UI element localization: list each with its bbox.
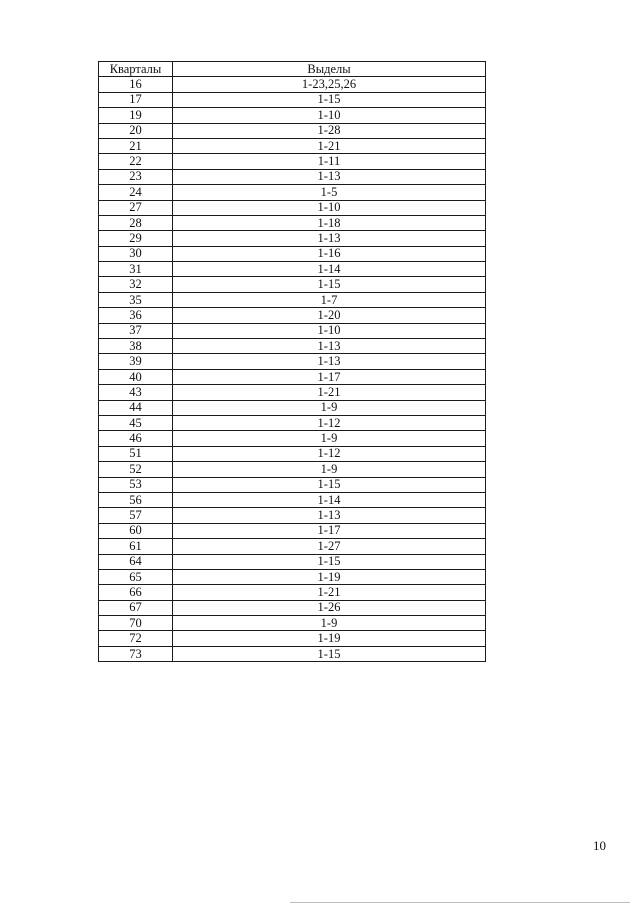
table-row [99,369,486,384]
plots-cell: 1-13 [173,339,486,354]
quarter-cell: 70 [99,616,173,631]
table-row [99,385,486,400]
quarter-cell: 24 [99,185,173,200]
quarter-cell: 22 [99,154,173,169]
plots-cell: 1-21 [173,138,486,153]
table-row [99,508,486,523]
plots-cell: 1-10 [173,108,486,123]
plots-cell: 1-12 [173,446,486,461]
table-row [99,616,486,631]
quarter-cell: 72 [99,631,173,646]
plots-cell: 1-9 [173,616,486,631]
plots-cell: 1-19 [173,569,486,584]
quarter-cell: 37 [99,323,173,338]
quarter-cell: 16 [99,77,173,92]
table-header-row [99,62,486,77]
plots-cell: 1-17 [173,523,486,538]
table-row [99,446,486,461]
table-row [99,77,486,92]
quarter-cell: 44 [99,400,173,415]
page-number: 10 [593,838,606,853]
quarter-cell: 23 [99,169,173,184]
quarter-cell: 38 [99,339,173,354]
plots-cell: 1-18 [173,215,486,230]
table-row [99,169,486,184]
table-row [99,92,486,107]
quarter-cell: 64 [99,554,173,569]
table-row [99,539,486,554]
table-row [99,523,486,538]
table-row [99,292,486,307]
quarter-cell: 61 [99,539,173,554]
table-row [99,554,486,569]
table-row [99,231,486,246]
table-row [99,262,486,277]
plots-cell: 1-15 [173,554,486,569]
table-row [99,185,486,200]
quarter-cell: 65 [99,569,173,584]
table-row [99,569,486,584]
plots-cell: 1-13 [173,231,486,246]
quarter-cell: 30 [99,246,173,261]
quarter-cell: 35 [99,292,173,307]
quarter-cell: 66 [99,585,173,600]
quarter-cell: 21 [99,138,173,153]
table-row [99,339,486,354]
quarter-cell: 32 [99,277,173,292]
column-header-plots: Выделы [173,62,486,77]
table-row [99,123,486,138]
table-body [99,77,486,662]
quarter-cell: 29 [99,231,173,246]
footer-divider [290,902,630,903]
plots-cell: 1-9 [173,462,486,477]
quarter-cell: 20 [99,123,173,138]
table-row [99,138,486,153]
table-row [99,323,486,338]
table-row [99,246,486,261]
plots-cell: 1-13 [173,508,486,523]
quarter-cell: 67 [99,600,173,615]
plots-cell: 1-13 [173,169,486,184]
plots-cell: 1-9 [173,400,486,415]
table-row [99,154,486,169]
table-row [99,585,486,600]
table-row [99,477,486,492]
plots-cell: 1-21 [173,585,486,600]
plots-cell: 1-27 [173,539,486,554]
plots-cell: 1-9 [173,431,486,446]
table-row [99,600,486,615]
table-row [99,492,486,507]
quarter-cell: 36 [99,308,173,323]
table-row [99,215,486,230]
quarter-cell: 45 [99,415,173,430]
quarter-cell: 43 [99,385,173,400]
quarter-cell: 40 [99,369,173,384]
table-row [99,354,486,369]
table-row [99,308,486,323]
plots-cell: 1-20 [173,308,486,323]
plots-cell: 1-23,25,26 [173,77,486,92]
plots-cell: 1-10 [173,200,486,215]
plots-cell: 1-28 [173,123,486,138]
quarter-cell: 27 [99,200,173,215]
plots-cell: 1-15 [173,277,486,292]
plots-cell: 1-14 [173,262,486,277]
plots-cell: 1-14 [173,492,486,507]
quarter-cell: 51 [99,446,173,461]
table-row [99,400,486,415]
table-row [99,200,486,215]
quarter-cell: 46 [99,431,173,446]
plots-cell: 1-21 [173,385,486,400]
plots-cell: 1-5 [173,185,486,200]
plots-cell: 1-12 [173,415,486,430]
table-row [99,415,486,430]
quarter-cell: 73 [99,646,173,661]
quarter-cell: 52 [99,462,173,477]
table-row [99,646,486,661]
plots-cell: 1-15 [173,477,486,492]
plots-cell: 1-19 [173,631,486,646]
plots-cell: 1-15 [173,92,486,107]
column-header-quarters: Кварталы [99,62,173,77]
plots-cell: 1-7 [173,292,486,307]
quarter-cell: 17 [99,92,173,107]
plots-cell: 1-17 [173,369,486,384]
quarter-cell: 19 [99,108,173,123]
plots-cell: 1-15 [173,646,486,661]
quarter-cell: 56 [99,492,173,507]
quarter-cell: 60 [99,523,173,538]
table-row [99,277,486,292]
plots-cell: 1-26 [173,600,486,615]
quarter-cell: 39 [99,354,173,369]
quarters-table [98,61,486,662]
plots-cell: 1-10 [173,323,486,338]
table-row [99,631,486,646]
table-row [99,431,486,446]
plots-cell: 1-11 [173,154,486,169]
plots-cell: 1-13 [173,354,486,369]
table-row [99,462,486,477]
quarter-cell: 53 [99,477,173,492]
quarter-cell: 57 [99,508,173,523]
quarter-cell: 31 [99,262,173,277]
quarter-cell: 28 [99,215,173,230]
plots-cell: 1-16 [173,246,486,261]
table-row [99,108,486,123]
